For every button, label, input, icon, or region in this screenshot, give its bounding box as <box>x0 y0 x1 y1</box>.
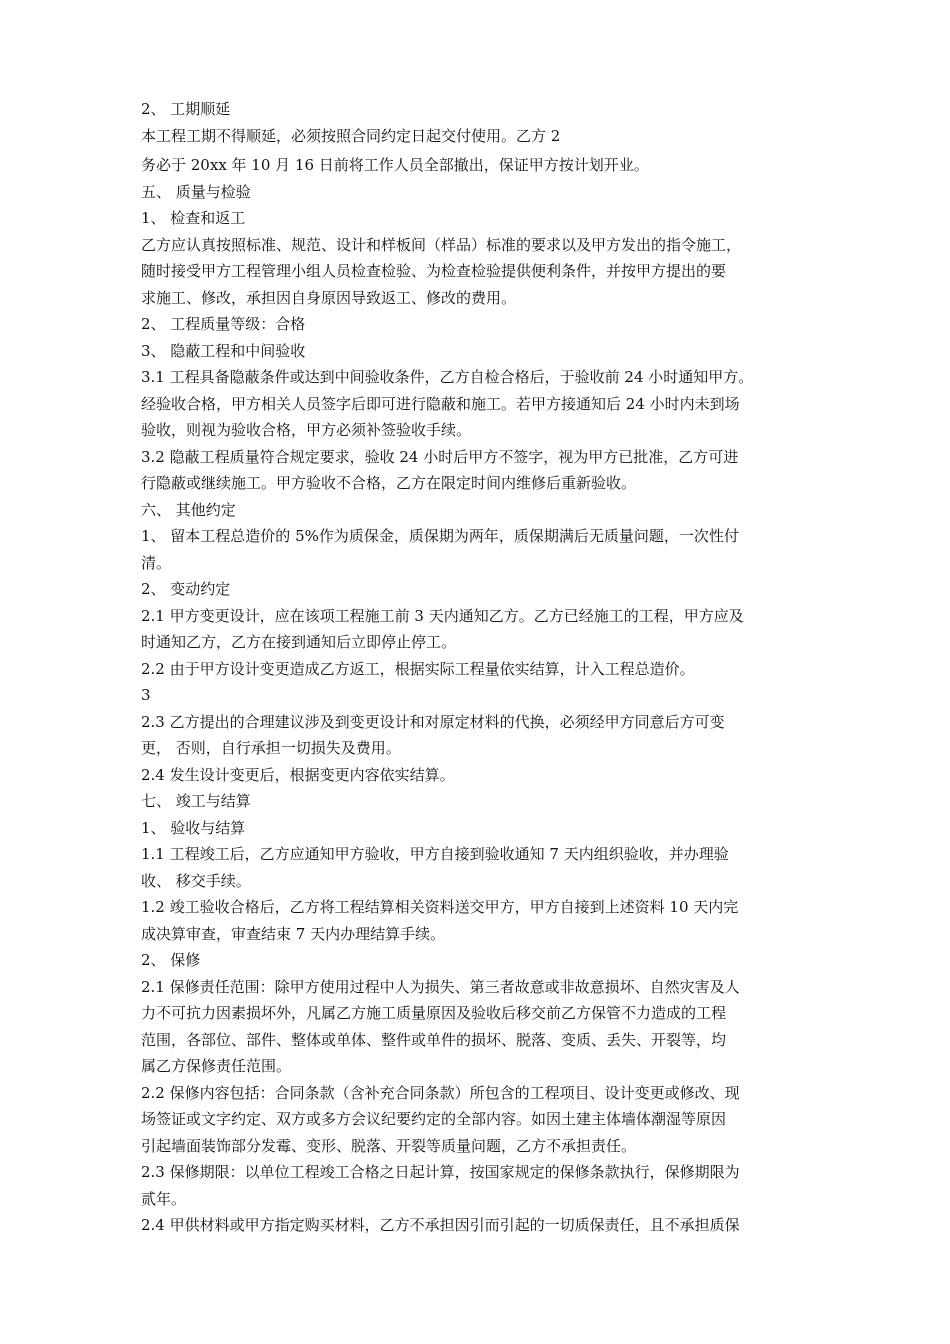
paragraph-line: 清。 <box>141 553 172 572</box>
section-heading: 1、 验收与结算 <box>141 818 246 837</box>
paragraph-line: 本工程工期不得顺延，必须按照合同约定日起交付使用。乙方 2 <box>141 126 561 145</box>
paragraph-line: 随时接受甲方工程管理小组人员检查检验、为检查检验提供便利条件，并按甲方提出的要 <box>141 262 727 280</box>
paragraph-line: 2.2 由于甲方设计变更造成乙方返工，根据实际工程量依实结算，计入工程总造价。 <box>141 659 695 678</box>
paragraph-line: 属乙方保修责任范围。 <box>141 1057 292 1075</box>
paragraph-line: 1、 留本工程总造价的 5%作为质保金，质保期为两年，质保期满后无质量问题，一次性付 <box>141 527 739 545</box>
section-heading: 3、 隐蔽工程和中间验收 <box>141 341 306 360</box>
paragraph-line: 验收，则视为验收合格，甲方必须补签验收手续。 <box>141 421 472 439</box>
paragraph-line: 2.2 保修内容包括：合同条款（含补充合同条款）所包含的工程项目、设计变更或修改、现 <box>141 1083 740 1102</box>
paragraph-line: 引起墙面装饰部分发霉、变形、脱落、开裂等质量问题，乙方不承担责任。 <box>141 1136 637 1155</box>
section-heading: 2、 工程质量等级：合格 <box>141 315 306 333</box>
paragraph-line: 务必于 20xx 年 10 月 16 日前将工作人员全部撤出，保证甲方按计划开业。 <box>141 156 649 174</box>
section-heading: 2、 保修 <box>141 951 201 969</box>
paragraph-line: 场签证或文字约定、双方或多方会议纪要约定的全部内容。如因土建主体墙体潮湿等原因 <box>141 1110 727 1128</box>
paragraph-line: 2.1 保修责任范围：除甲方使用过程中人为损失、第三者故意或非故意损坏、自然灾害及人 <box>141 977 740 996</box>
paragraph-line: 经验收合格，甲方相关人员签字后即可进行隐蔽和施工。若甲方接通知后 24 小时内未到场 <box>141 394 740 413</box>
paragraph-line: 1.2 竣工验收合格后，乙方将工程结算相关资料送交甲方，甲方自接到上述资料 10 天内完 <box>141 898 739 916</box>
document-page <box>141 96 831 1239</box>
paragraph-line: 范围，各部位、部件、整体或单体、整件或单件的损坏、脱落、变质、丢失、开裂等，均 <box>141 1030 727 1049</box>
paragraph-line: 时通知乙方，乙方在接到通知后立即停止停工。 <box>141 633 457 651</box>
section-heading: 五、 质量与检验 <box>141 182 251 201</box>
paragraph-line: 2.3 保修期限：以单位工程竣工合格之日起计算，按国家规定的保修条款执行，保修期限为 <box>141 1163 740 1181</box>
page-number: 3 <box>141 686 151 704</box>
paragraph-line: 3.1 工程具备隐蔽条件或达到中间验收条件，乙方自检合格后，于验收前 24 小时通知甲方。 <box>141 368 754 386</box>
section-heading: 2、 变动约定 <box>141 580 231 598</box>
paragraph-line: 更， 否则，自行承担一切损失及费用。 <box>141 739 401 757</box>
paragraph-line: 2.4 发生设计变更后，根据变更内容依实结算。 <box>141 765 455 784</box>
paragraph-line: 3.2 隐蔽工程质量符合规定要求，验收 24 小时后甲方不签字，视为甲方已批准，乙方可进 <box>141 447 739 466</box>
paragraph-line: 力不可抗力因素损坏外，凡属乙方施工质量原因及验收后移交前乙方保管不力造成的工程 <box>141 1004 727 1022</box>
section-heading: 1、 检查和返工 <box>141 209 246 227</box>
section-heading: 七、 竣工与结算 <box>141 792 251 810</box>
paragraph-line: 2.3 乙方提出的合理建议涉及到变更设计和对原定材料的代换，必须经甲方同意后方可变 <box>141 712 725 731</box>
paragraph-line: 贰年。 <box>141 1189 187 1208</box>
section-heading: 2、 工期顺延 <box>141 100 231 118</box>
paragraph-line: 2.4 甲供材料或甲方指定购买材料，乙方不承担因引而引起的一切质保责任，且不承担质保 <box>141 1216 740 1234</box>
section-heading: 六、 其他约定 <box>141 500 236 519</box>
paragraph-line: 行隐蔽或继续施工。甲方验收不合格，乙方在限定时间内维修后重新验收。 <box>141 474 637 492</box>
paragraph-line: 乙方应认真按照标准、规范、设计和样板间（样品）标准的要求以及甲方发出的指令施工， <box>141 235 742 254</box>
paragraph-line: 成决算审查，审查结束 7 天内办理结算手续。 <box>141 924 446 943</box>
paragraph-line: 2.1 甲方变更设计，应在该项工程施工前 3 天内通知乙方。乙方已经施工的工程，甲方应及 <box>141 606 744 625</box>
paragraph-line: 1.1 工程竣工后，乙方应通知甲方验收，甲方自接到验收通知 7 天内组织验收，并办理验 <box>141 845 729 863</box>
paragraph-line: 收、 移交手续。 <box>141 871 251 890</box>
paragraph-line: 求施工、修改，承担因自身原因导致返工、修改的费用。 <box>141 288 517 307</box>
